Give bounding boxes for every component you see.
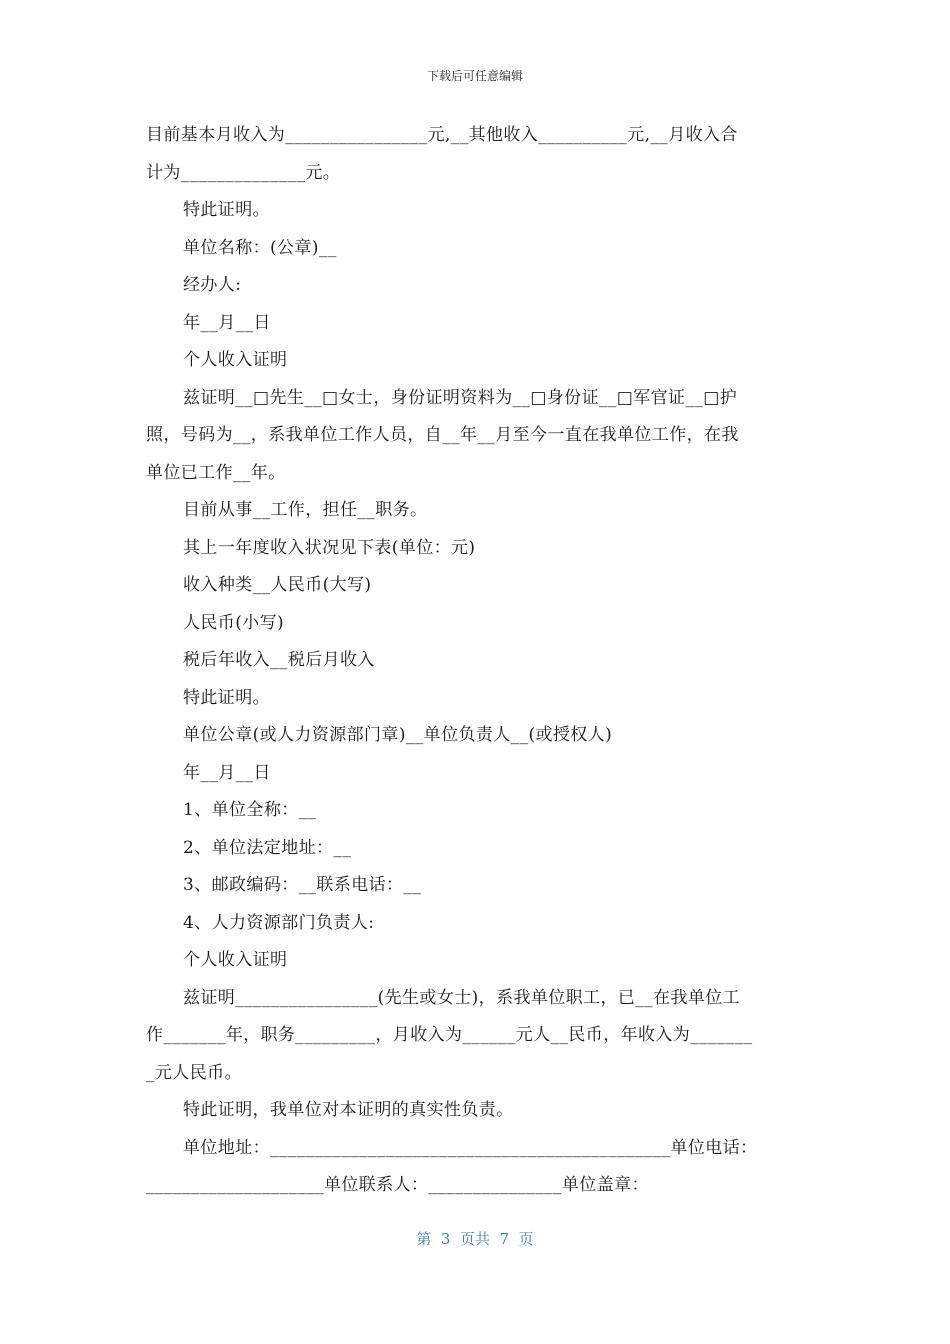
paragraph: 计为______________元。	[146, 162, 341, 183]
paragraph: 特此证明。	[183, 687, 270, 708]
paragraph: 单位公章(或人力资源部门章)__单位负责人__(或授权人)	[183, 725, 613, 745]
paragraph: 单位名称：(公章)__	[183, 237, 337, 258]
paragraph: 经办人:	[183, 275, 242, 295]
section-title: 个人收入证明	[183, 350, 288, 370]
paragraph: 人民币(小写)	[183, 612, 285, 633]
paragraph: _元人民币。	[146, 1062, 242, 1083]
paragraph: 兹证明__□先生__□女士，身份证明资料为__□身份证__□军官证__□护	[183, 387, 738, 408]
document-body	[146, 117, 806, 1205]
paragraph: ____________________单位联系人：_______________单位盖章：	[146, 1175, 649, 1195]
paragraph: 兹证明________________(先生或女士)，系我单位职工，已__在我单位工	[183, 987, 741, 1008]
paragraph: 照，号码为__，系我单位工作人员，自__年__月至今一直在我单位工作，在我	[146, 425, 739, 445]
paragraph: 年__月__日	[183, 312, 271, 333]
list-item: 2、单位法定地址：__	[183, 837, 352, 858]
paragraph: 年__月__日	[183, 762, 271, 783]
page-number-footer: 第 3 页共 7 页	[416, 1230, 534, 1248]
paragraph: 目前从事__工作，担任__职务。	[183, 500, 428, 520]
page-header: 下载后可任意编辑	[426, 69, 523, 83]
paragraph: 单位已工作__年。	[146, 462, 286, 483]
list-item: 4、人力资源部门负责人:	[183, 912, 375, 933]
paragraph: 税后年收入__税后月收入	[183, 650, 375, 670]
paragraph: 收入种类__人民币(大写)	[183, 575, 372, 595]
list-item: 3、邮政编码：__联系电话：__	[183, 875, 422, 895]
paragraph: 作_______年，职务_________，月收入为______元人__民币，年收入为_______	[146, 1025, 753, 1045]
section-title: 个人收入证明	[183, 950, 288, 970]
paragraph: 其上一年度收入状况见下表(单位：元)	[183, 537, 476, 558]
paragraph: 特此证明。	[183, 200, 270, 220]
paragraph: 目前基本月收入为________________元,__其他收入__________元,__月收入合	[146, 125, 738, 145]
paragraph: 单位地址：_____________________________________________单位电话：	[183, 1137, 758, 1158]
list-item: 1、单位全称：__	[183, 800, 317, 820]
paragraph: 特此证明，我单位对本证明的真实性负责。	[183, 1100, 514, 1120]
